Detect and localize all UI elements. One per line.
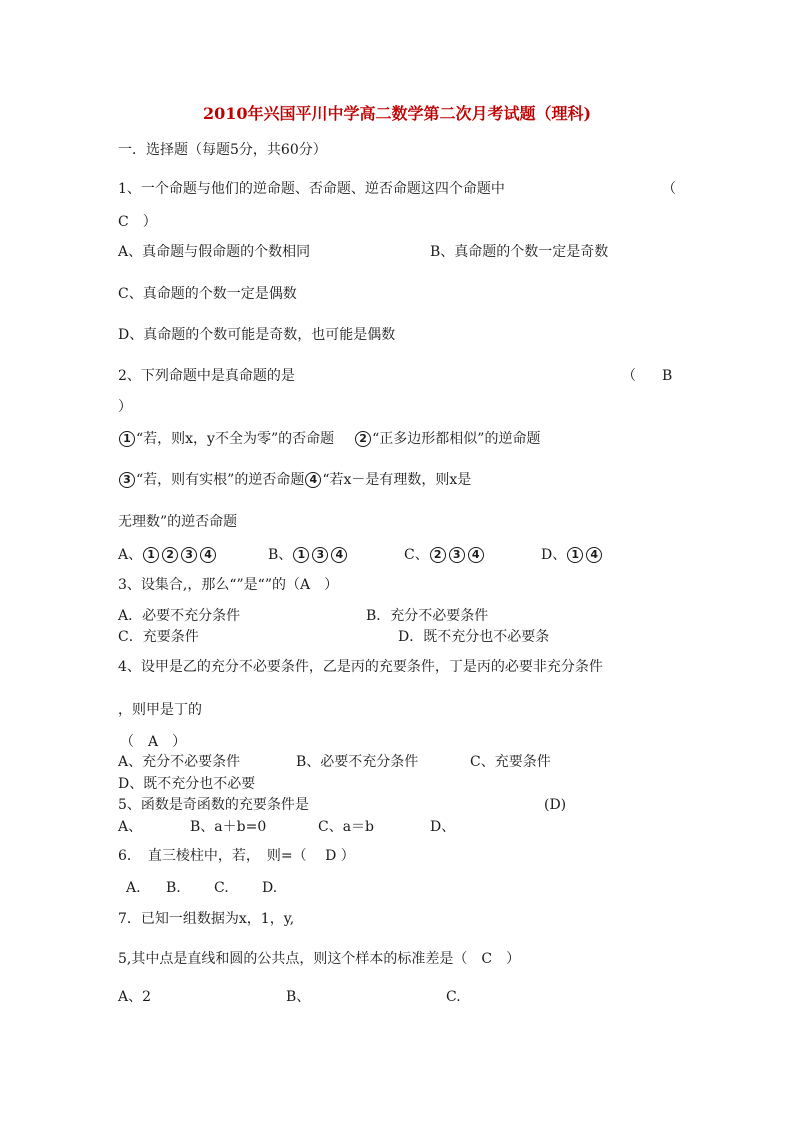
q2-statements-row1 — [118, 430, 540, 448]
q2-option-a-label: A、 — [118, 547, 143, 563]
circled-number: 1 — [567, 547, 583, 563]
circled-number: 4 — [586, 547, 602, 563]
q2-option-d-label: D、 — [541, 547, 567, 563]
q2-paren-close: ） — [118, 399, 132, 415]
q4-option-b: B、必要不充分条件 — [296, 754, 419, 770]
circled-number: 1 — [143, 547, 159, 563]
section-heading: 一．选择题（每题5分，共60分） — [118, 142, 327, 158]
circled-number: 4 — [200, 547, 216, 563]
q2-stem: 2、下列命题中是真命题的是 — [118, 368, 295, 384]
q4-answer: （ A ） — [120, 734, 187, 750]
q3-stem: 3、设集合,，那么“”是“”的（A ） — [118, 577, 339, 593]
q6-stem: 6． 直三棱柱中，若， 则=（ D ） — [118, 848, 355, 864]
q2-statement-4: “若x－是有理数，则x是 — [322, 472, 472, 488]
q1-answer: C ） — [118, 214, 157, 230]
q7-stem-cont: 5,其中点是直线和圆的公共点，则这个样本的标准差是（ C ） — [118, 951, 521, 967]
q4-option-c: C、充要条件 — [470, 754, 551, 770]
q2-answer: B — [662, 368, 673, 384]
q5-option-c: C、a＝b — [318, 819, 375, 835]
q2-option-c-label: C、 — [404, 547, 429, 563]
q6-option-b: B. — [166, 880, 181, 896]
q5-option-b: B、a＋b=0 — [190, 819, 267, 835]
circled-number-2: 2 — [355, 431, 371, 447]
page-title: 2010年兴国平川中学高二数学第二次月考试题（理科) — [202, 104, 592, 123]
circled-number: 3 — [181, 547, 197, 563]
q7-option-a: A、2 — [118, 989, 152, 1005]
q4-stem-cont: ，则甲是丁的 — [118, 702, 202, 718]
q1-stem: 1、一个命题与他们的逆命题、否命题、逆否命题这四个命题中 — [118, 181, 505, 197]
circled-number-4: 4 — [305, 472, 321, 488]
q4-option-a: A、充分不必要条件 — [118, 754, 241, 770]
q2-statement-4-cont: 无理数”的逆否命题 — [118, 514, 238, 530]
q4-stem: 4、设甲是乙的充分不必要条件，乙是丙的充要条件，丁是丙的必要非充分条件 — [118, 659, 603, 675]
circled-number: 1 — [293, 547, 309, 563]
q2-option-c — [404, 546, 485, 564]
q5-option-a: A、 — [118, 819, 143, 835]
circled-number: 3 — [449, 547, 465, 563]
q6-option-c: C. — [214, 880, 229, 896]
q3-option-d: D．既不充分也不必要条 — [398, 629, 550, 645]
q1-option-d: D、真命题的个数可能是奇数，也可能是偶数 — [118, 327, 396, 343]
circled-number: 4 — [331, 547, 347, 563]
circled-number: 4 — [468, 547, 484, 563]
q2-option-b — [268, 546, 348, 564]
q4-option-d: D、既不充分也不必要 — [118, 776, 256, 792]
q5-answer: (D) — [544, 797, 567, 813]
q2-statement-1: “若，则x，y不全为零”的否命题 — [136, 431, 335, 447]
circled-number: 3 — [312, 547, 328, 563]
q3-option-c: C．充要条件 — [118, 629, 199, 645]
q6-option-a: A. — [126, 880, 141, 896]
q7-stem: 7．已知一组数据为x，1，y, — [118, 911, 295, 927]
q2-option-b-label: B、 — [268, 547, 293, 563]
circled-number-3: 3 — [119, 472, 135, 488]
q5-stem: 5、函数是奇函数的充要条件是 — [118, 797, 309, 813]
q1-paren-open: （ — [662, 181, 676, 197]
q2-paren-open: （ — [622, 368, 636, 384]
q1-option-a: A、真命题与假命题的个数相同 — [118, 244, 311, 260]
q2-statements-row2 — [118, 471, 471, 489]
q7-option-b: B、 — [286, 989, 311, 1005]
q3-option-b: B．充分不必要条件 — [366, 608, 489, 624]
q7-option-c: C. — [446, 989, 461, 1005]
q6-option-d: D. — [262, 880, 278, 896]
q2-statement-3: “若，则有实根”的逆否命题 — [136, 472, 305, 488]
q2-option-d — [541, 546, 603, 564]
circled-number: 2 — [162, 547, 178, 563]
q5-option-d: D、 — [430, 819, 456, 835]
circled-number-1: 1 — [119, 431, 135, 447]
q1-option-c: C、真命题的个数一定是偶数 — [118, 286, 297, 302]
q2-statement-2: “正多边形都相似”的逆命题 — [372, 431, 541, 447]
q3-option-a: A．必要不充分条件 — [118, 608, 241, 624]
circled-number: 2 — [430, 547, 446, 563]
q1-option-b: B、真命题的个数一定是奇数 — [430, 244, 609, 260]
q2-option-a — [118, 546, 217, 564]
